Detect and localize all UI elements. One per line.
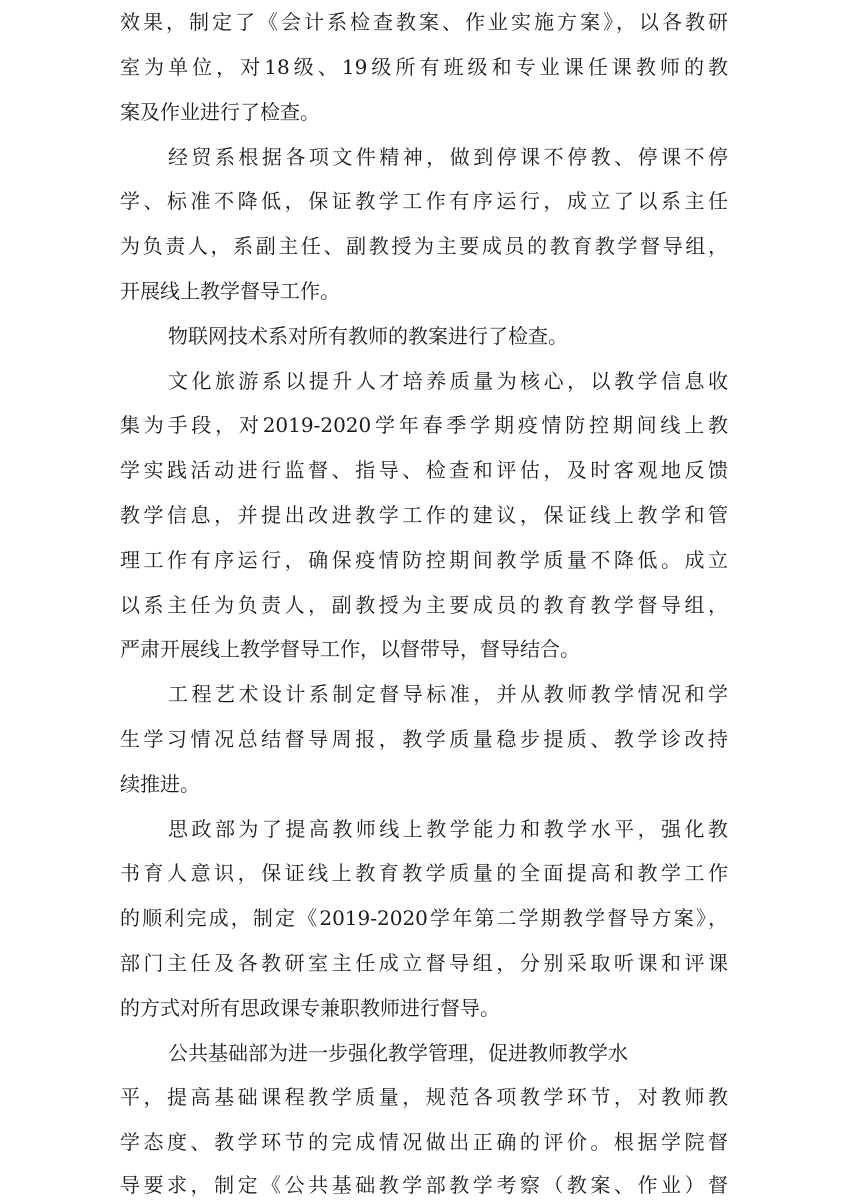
- text-line: 部门主任及各教研室主任成立督导组，分别采取听课和评课: [120, 951, 728, 975]
- text-line: 学、标准不降低，保证教学工作有序运行，成立了以系主任: [120, 189, 728, 213]
- text-line: 平，提高基础课程教学质量，规范各项教学环节，对教师教: [120, 1085, 728, 1109]
- paragraph-first-line: 思政部为了提高教师线上教学能力和教学水平，强化教: [168, 817, 728, 841]
- paragraph-first-line: 物联网技术系对所有教师的教案进行了检查。: [168, 324, 568, 348]
- paragraph-first-line: 文化旅游系以提升人才培养质量为核心，以教学信息收: [168, 369, 728, 393]
- text-line: 严肃开展线上教学督导工作，以督带导，督导结合。: [120, 637, 580, 661]
- text-line: 学态度、教学环节的完成情况做出正确的评价。根据学院督: [120, 1130, 728, 1154]
- text-line: 理工作有序运行，确保疫情防控期间教学质量不降低。成立: [120, 548, 728, 572]
- paragraph-first-line: 经贸系根据各项文件精神，做到停课不停教、停课不停: [168, 145, 728, 169]
- text-line: 的方式对所有思政课专兼职教师进行督导。: [120, 996, 500, 1020]
- text-line: 教学信息，并提出改进教学工作的建议，保证线上教学和管: [120, 503, 728, 527]
- text-line: 室为单位，对18级、19级所有班级和专业课任课教师的教: [120, 55, 728, 79]
- text-line: 集为手段，对2019-2020学年春季学期疫情防控期间线上教: [120, 413, 728, 437]
- text-line: 书育人意识，保证线上教育教学质量的全面提高和教学工作: [120, 861, 728, 885]
- text-line: 导要求，制定《公共基础教学部教学考察（教案、作业）督: [120, 1173, 728, 1197]
- text-line: 效果，制定了《会计系检查教案、作业实施方案》，以各教研: [120, 10, 728, 34]
- text-line: 开展线上教学督导工作。: [120, 279, 340, 303]
- text-line: 以系主任为负责人，副教授为主要成员的教育教学督导组，: [120, 593, 728, 617]
- text-line: 为负责人，系副主任、副教授为主要成员的教育教学督导组，: [120, 234, 728, 258]
- text-line: 学实践活动进行监督、指导、检查和评估，及时客观地反馈: [120, 458, 728, 482]
- text-line: 案及作业进行了检查。: [120, 100, 320, 124]
- paragraph-first-line: 公共基础部为进一步强化教学管理，促进教师教学水: [168, 1041, 628, 1065]
- text-line: 的顺利完成，制定《2019-2020学年第二学期教学督导方案》，: [120, 906, 728, 930]
- text-line: 生学习情况总结督导周报，教学质量稳步提质、教学诊改持: [120, 727, 728, 751]
- paragraph-first-line: 工程艺术设计系制定督导标准，并从教师教学情况和学: [168, 682, 728, 706]
- text-line: 续推进。: [120, 772, 200, 796]
